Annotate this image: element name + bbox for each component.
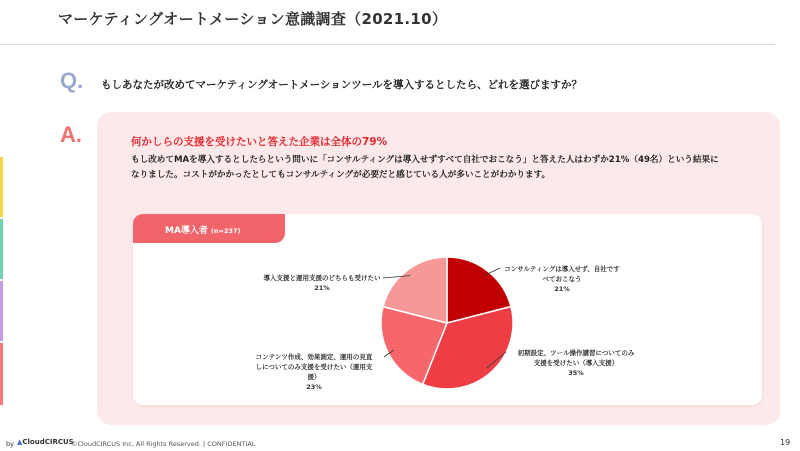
footer-copyright: ©CloudCIRCUS Inc, All Rights Reserved. | CONFIDENTIAL bbox=[71, 440, 256, 448]
answer-headline: 何かしらの支援を受けたいと答えた企業は全体の79% bbox=[131, 136, 388, 148]
footer-by: by bbox=[6, 440, 14, 448]
page-number: 19 bbox=[780, 438, 791, 447]
pie-category-label: 導入支援と運用支援のどちらも受けたい bbox=[263, 274, 381, 282]
answer-body-line-1: もし改めてMAを導入するとしたらという問いに「コンサルティングは導入せずすべて自社でおこなう」と答えた人はわずか21%（49名）という結果に bbox=[131, 155, 719, 165]
answer-body-line-2: なりました。コストがかかったとしてもコンサルティングが必要だと感じている人が多いことがわかります。 bbox=[131, 170, 551, 180]
chart-card-tab-title: MA導入者 bbox=[165, 226, 208, 236]
chart-card-tab-n: (n=237) bbox=[210, 227, 241, 235]
pie-value-label: 21% bbox=[554, 285, 570, 293]
pie-category-label: べておこなう bbox=[542, 275, 582, 283]
footer-logo-text: CloudCIRCUS bbox=[22, 438, 74, 446]
pie-value-label: 23% bbox=[306, 383, 322, 391]
pie-category-label: コンサルティングは導入せず、自社です bbox=[504, 265, 620, 273]
pie-category-label: 支援を受けたい（導入支援） bbox=[533, 359, 619, 367]
answer-mark: A. bbox=[60, 122, 82, 147]
pie-category-label: 初期設定、ツール操作講習についてのみ bbox=[517, 349, 635, 357]
pie-value-label: 35% bbox=[568, 369, 584, 377]
question-text: もしあなたが改めてマーケティングオートメーションツールを導入するとしたら、どれを選びますか？ bbox=[101, 79, 583, 91]
question-mark: Q. bbox=[60, 68, 84, 93]
pie-category-label: コンテンツ作成、効果測定、運用の見直 bbox=[255, 353, 373, 361]
pie-category-label: しについてのみ支援を受けたい（運用支 bbox=[255, 363, 373, 371]
pie-value-label: 21% bbox=[314, 284, 330, 292]
pie-category-label: 援） bbox=[307, 373, 321, 381]
cloud-logo-icon: ▲ bbox=[17, 438, 23, 446]
page-title: マーケティングオートメーション意識調査（2021.10） bbox=[58, 10, 448, 28]
footer-logo bbox=[17, 438, 74, 446]
